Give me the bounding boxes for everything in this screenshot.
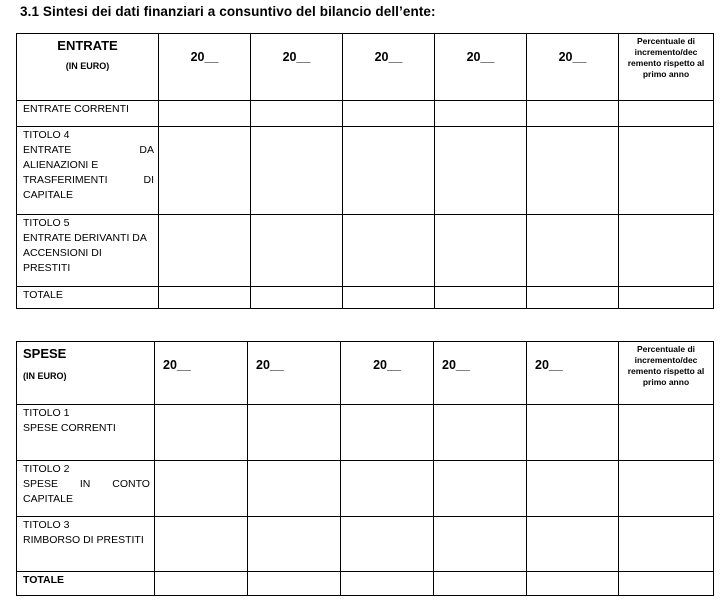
titolo5-line3: PRESTITI [23,262,71,274]
entrate-header-cell [17,34,159,101]
titolo5-line1: ENTRATE DERIVANTI DA [23,232,147,244]
table-cell[interactable] [343,127,435,215]
titolo2-num: TITOLO 2 [23,463,70,475]
table-cell[interactable] [341,461,434,517]
table-cell[interactable] [251,127,343,215]
table-cell[interactable] [341,405,434,461]
table-cell[interactable] [341,517,434,572]
table-cell[interactable] [341,572,434,596]
table-cell[interactable] [155,517,248,572]
table-cell[interactable] [343,287,435,309]
row-label-titolo-4 [17,127,159,215]
titolo5-line2: ACCENSIONI DI [23,247,102,259]
table-cell[interactable] [619,461,714,517]
table-cell[interactable] [251,287,343,309]
row-label-totale-entrate: TOTALE [17,287,159,309]
table-cell[interactable] [434,517,527,572]
table-cell[interactable] [527,517,619,572]
table-cell[interactable] [527,101,619,127]
row-label-titolo-1 [17,405,155,461]
table-cell[interactable] [527,287,619,309]
entrate-header-row [17,34,714,101]
table-cell[interactable] [248,405,341,461]
table-cell[interactable] [434,461,527,517]
table-cell[interactable] [251,101,343,127]
table-cell[interactable] [619,287,714,309]
table-cell[interactable] [527,461,619,517]
table-cell[interactable] [159,101,251,127]
titolo4-line4: CAPITALE [23,189,73,201]
table-cell[interactable] [434,405,527,461]
row-label-entrate-correnti: ENTRATE CORRENTI [17,101,159,127]
entrate-year-2: 20__ [251,34,343,101]
titolo4-num: TITOLO 4 [23,129,70,141]
spese-unit: (IN EURO) [23,371,67,381]
table-cell[interactable] [619,215,714,287]
table-cell[interactable] [619,572,714,596]
table-row [17,287,714,309]
entrate-pct-header: Percentuale di incremento/dec remento rispetto al primo anno [619,34,714,101]
row-label-titolo-5 [17,215,159,287]
spese-header-row [17,342,714,405]
table-cell[interactable] [343,101,435,127]
table-row [17,572,714,596]
table-cell[interactable] [159,215,251,287]
table-cell[interactable] [619,405,714,461]
spese-header-cell [17,342,155,405]
table-cell[interactable] [159,287,251,309]
table-cell[interactable] [248,461,341,517]
table-cell[interactable] [435,127,527,215]
spese-year-2: 20__ [248,342,341,405]
table-cell[interactable] [435,215,527,287]
entrate-unit: (IN EURO) [65,61,110,71]
titolo2-line2: CAPITALE [23,493,73,505]
table-cell[interactable] [343,215,435,287]
table-cell[interactable] [434,572,527,596]
table-cell[interactable] [248,517,341,572]
table-cell[interactable] [155,572,248,596]
titolo5-num: TITOLO 5 [23,217,70,229]
spese-table [16,341,714,596]
table-cell[interactable] [248,572,341,596]
spese-year-1: 20__ [155,342,248,405]
table-row [17,101,714,127]
table-cell[interactable] [251,215,343,287]
spese-year-3: 20__ [341,342,434,405]
table-cell[interactable] [619,517,714,572]
row-label-totale-spese: TOTALE [17,572,155,596]
table-cell[interactable] [619,101,714,127]
titolo3-num: TITOLO 3 [23,519,70,531]
titolo1-line1: SPESE CORRENTI [23,422,116,434]
table-row [17,405,714,461]
entrate-table [16,33,714,309]
titolo1-num: TITOLO 1 [23,407,70,419]
titolo4-line2: ALIENAZIONI E [23,159,99,171]
table-cell[interactable] [155,405,248,461]
spese-pct-header: Percentuale di incremento/dec remento rispetto al primo anno [619,342,714,405]
table-cell[interactable] [527,215,619,287]
table-cell[interactable] [155,461,248,517]
titolo3-line1: RIMBORSO DI PRESTITI [23,534,144,546]
table-cell[interactable] [619,127,714,215]
row-label-titolo-3 [17,517,155,572]
table-cell[interactable] [435,101,527,127]
titolo2-line1: SPESE IN CONTO [23,478,150,490]
row-label-titolo-2 [17,461,155,517]
entrate-year-3: 20__ [343,34,435,101]
table-cell[interactable] [159,127,251,215]
spese-header: SPESE [23,346,67,361]
spese-year-5: 20__ [527,342,619,405]
table-row [17,517,714,572]
table-row [17,127,714,215]
spese-year-4: 20__ [434,342,527,405]
table-cell[interactable] [435,287,527,309]
table-cell[interactable] [527,405,619,461]
entrate-year-4: 20__ [435,34,527,101]
table-cell[interactable] [527,127,619,215]
entrate-year-5: 20__ [527,34,619,101]
table-cell[interactable] [527,572,619,596]
titolo4-line3: TRASFERIMENTI DI [23,174,154,186]
table-row [17,215,714,287]
entrate-year-1: 20__ [159,34,251,101]
entrate-header: ENTRATE [57,38,118,53]
table-row [17,461,714,517]
section-title: 3.1 Sintesi dei dati finanziari a consuntivo del bilancio dell’ente: [20,4,436,19]
titolo4-line1: ENTRATE DA [23,144,154,156]
